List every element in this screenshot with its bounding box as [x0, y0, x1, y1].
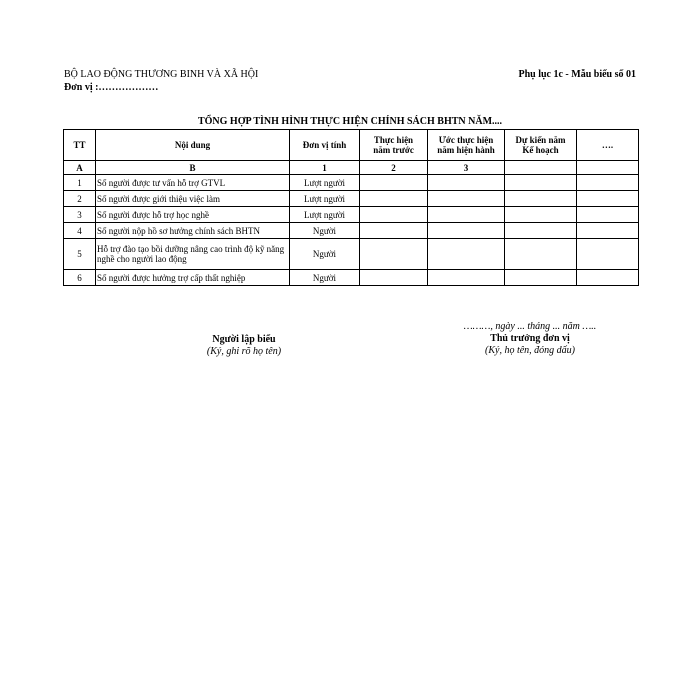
- row-content: Số người được giới thiệu việc làm: [96, 191, 290, 207]
- head-of-unit-title: Thủ trưởng đơn vị: [490, 333, 570, 344]
- cell-current-year: [428, 175, 505, 191]
- cell-plan-year: [505, 191, 577, 207]
- index-row: [64, 161, 639, 175]
- cell-extra: [577, 175, 639, 191]
- cell-previous-year: [360, 223, 428, 239]
- document-title: TỔNG HỢP TÌNH HÌNH THỰC HIỆN CHÍNH SÁCH BHTN NĂM....: [197, 116, 503, 127]
- header-content: Nội dung: [96, 130, 290, 161]
- index-cell: [577, 161, 639, 175]
- row-unit: Lượt người: [290, 175, 360, 191]
- row-number: 4: [64, 223, 96, 239]
- row-number: 6: [64, 270, 96, 286]
- row-content: Số người được hưởng trợ cấp thất nghiệp: [96, 270, 290, 286]
- report-table: [63, 129, 639, 286]
- row-number: 5: [64, 239, 96, 270]
- header-row: [64, 130, 639, 161]
- cell-plan-year: [505, 270, 577, 286]
- row-unit: Lượt người: [290, 207, 360, 223]
- cell-extra: [577, 191, 639, 207]
- row-content: Số người được hỗ trợ học nghề: [96, 207, 290, 223]
- row-number: 3: [64, 207, 96, 223]
- cell-current-year: [428, 270, 505, 286]
- table-row: [64, 239, 639, 270]
- preparer-note: (Ký, ghi rõ họ tên): [206, 346, 282, 357]
- row-content: Số người nộp hồ sơ hưởng chính sách BHTN: [96, 223, 290, 239]
- date-line: ………, ngày ... tháng ... năm …..: [463, 321, 597, 332]
- cell-extra: [577, 239, 639, 270]
- table-row: [64, 207, 639, 223]
- header-unit: Đơn vị tính: [290, 130, 360, 161]
- index-cell: B: [96, 161, 290, 175]
- cell-current-year: [428, 207, 505, 223]
- row-unit: Người: [290, 239, 360, 270]
- cell-plan-year: [505, 175, 577, 191]
- cell-current-year: [428, 191, 505, 207]
- index-cell: 1: [290, 161, 360, 175]
- cell-plan-year: [505, 239, 577, 270]
- cell-current-year: [428, 223, 505, 239]
- cell-previous-year: [360, 239, 428, 270]
- header-current-year-line1: Ước thực hiện: [438, 135, 494, 145]
- header-plan-year-line1: Dự kiến năm: [515, 135, 566, 145]
- cell-plan-year: [505, 223, 577, 239]
- appendix-label: Phụ lục 1c - Mẫu biểu số 01: [518, 69, 636, 80]
- header-previous-year-line1: Thực hiện: [373, 135, 414, 145]
- row-content: Hỗ trợ đào tạo bồi dưỡng nâng cao trình độ kỹ năng nghề cho người lao động: [96, 239, 290, 270]
- ministry-name: BỘ LAO ĐỘNG THƯƠNG BINH VÀ XÃ HỘI: [64, 69, 259, 80]
- table-row: [64, 175, 639, 191]
- header-tt: TT: [64, 130, 96, 161]
- header-current-year-line2: năm hiện hành: [437, 145, 495, 155]
- index-cell: 3: [428, 161, 505, 175]
- row-unit: Lượt người: [290, 191, 360, 207]
- cell-extra: [577, 207, 639, 223]
- head-of-unit-note: (Ký, họ tên, đóng dấu): [485, 345, 575, 356]
- header-previous-year: [360, 130, 428, 161]
- cell-plan-year: [505, 207, 577, 223]
- cell-previous-year: [360, 191, 428, 207]
- index-cell: A: [64, 161, 96, 175]
- cell-extra: [577, 223, 639, 239]
- cell-previous-year: [360, 207, 428, 223]
- header-extra: ….: [577, 130, 639, 161]
- row-content: Số người được tư vấn hỗ trợ GTVL: [96, 175, 290, 191]
- header-previous-year-line2: năm trước: [373, 145, 414, 155]
- table-row: [64, 191, 639, 207]
- head-of-unit-signature-block: [440, 321, 620, 357]
- table-row: [64, 223, 639, 239]
- cell-current-year: [428, 239, 505, 270]
- row-number: 1: [64, 175, 96, 191]
- cell-extra: [577, 270, 639, 286]
- row-unit: Người: [290, 270, 360, 286]
- header-plan-year: [505, 130, 577, 161]
- header-plan-year-line2: Kế hoạch: [522, 145, 559, 155]
- cell-previous-year: [360, 175, 428, 191]
- row-number: 2: [64, 191, 96, 207]
- row-unit: Người: [290, 223, 360, 239]
- unit-field: Đơn vị :………………: [64, 82, 159, 93]
- index-cell: 2: [360, 161, 428, 175]
- table-row: [64, 270, 639, 286]
- preparer-signature-block: [164, 334, 324, 358]
- header-current-year: [428, 130, 505, 161]
- cell-previous-year: [360, 270, 428, 286]
- preparer-title: Người lập biểu: [212, 334, 276, 345]
- index-cell: [505, 161, 577, 175]
